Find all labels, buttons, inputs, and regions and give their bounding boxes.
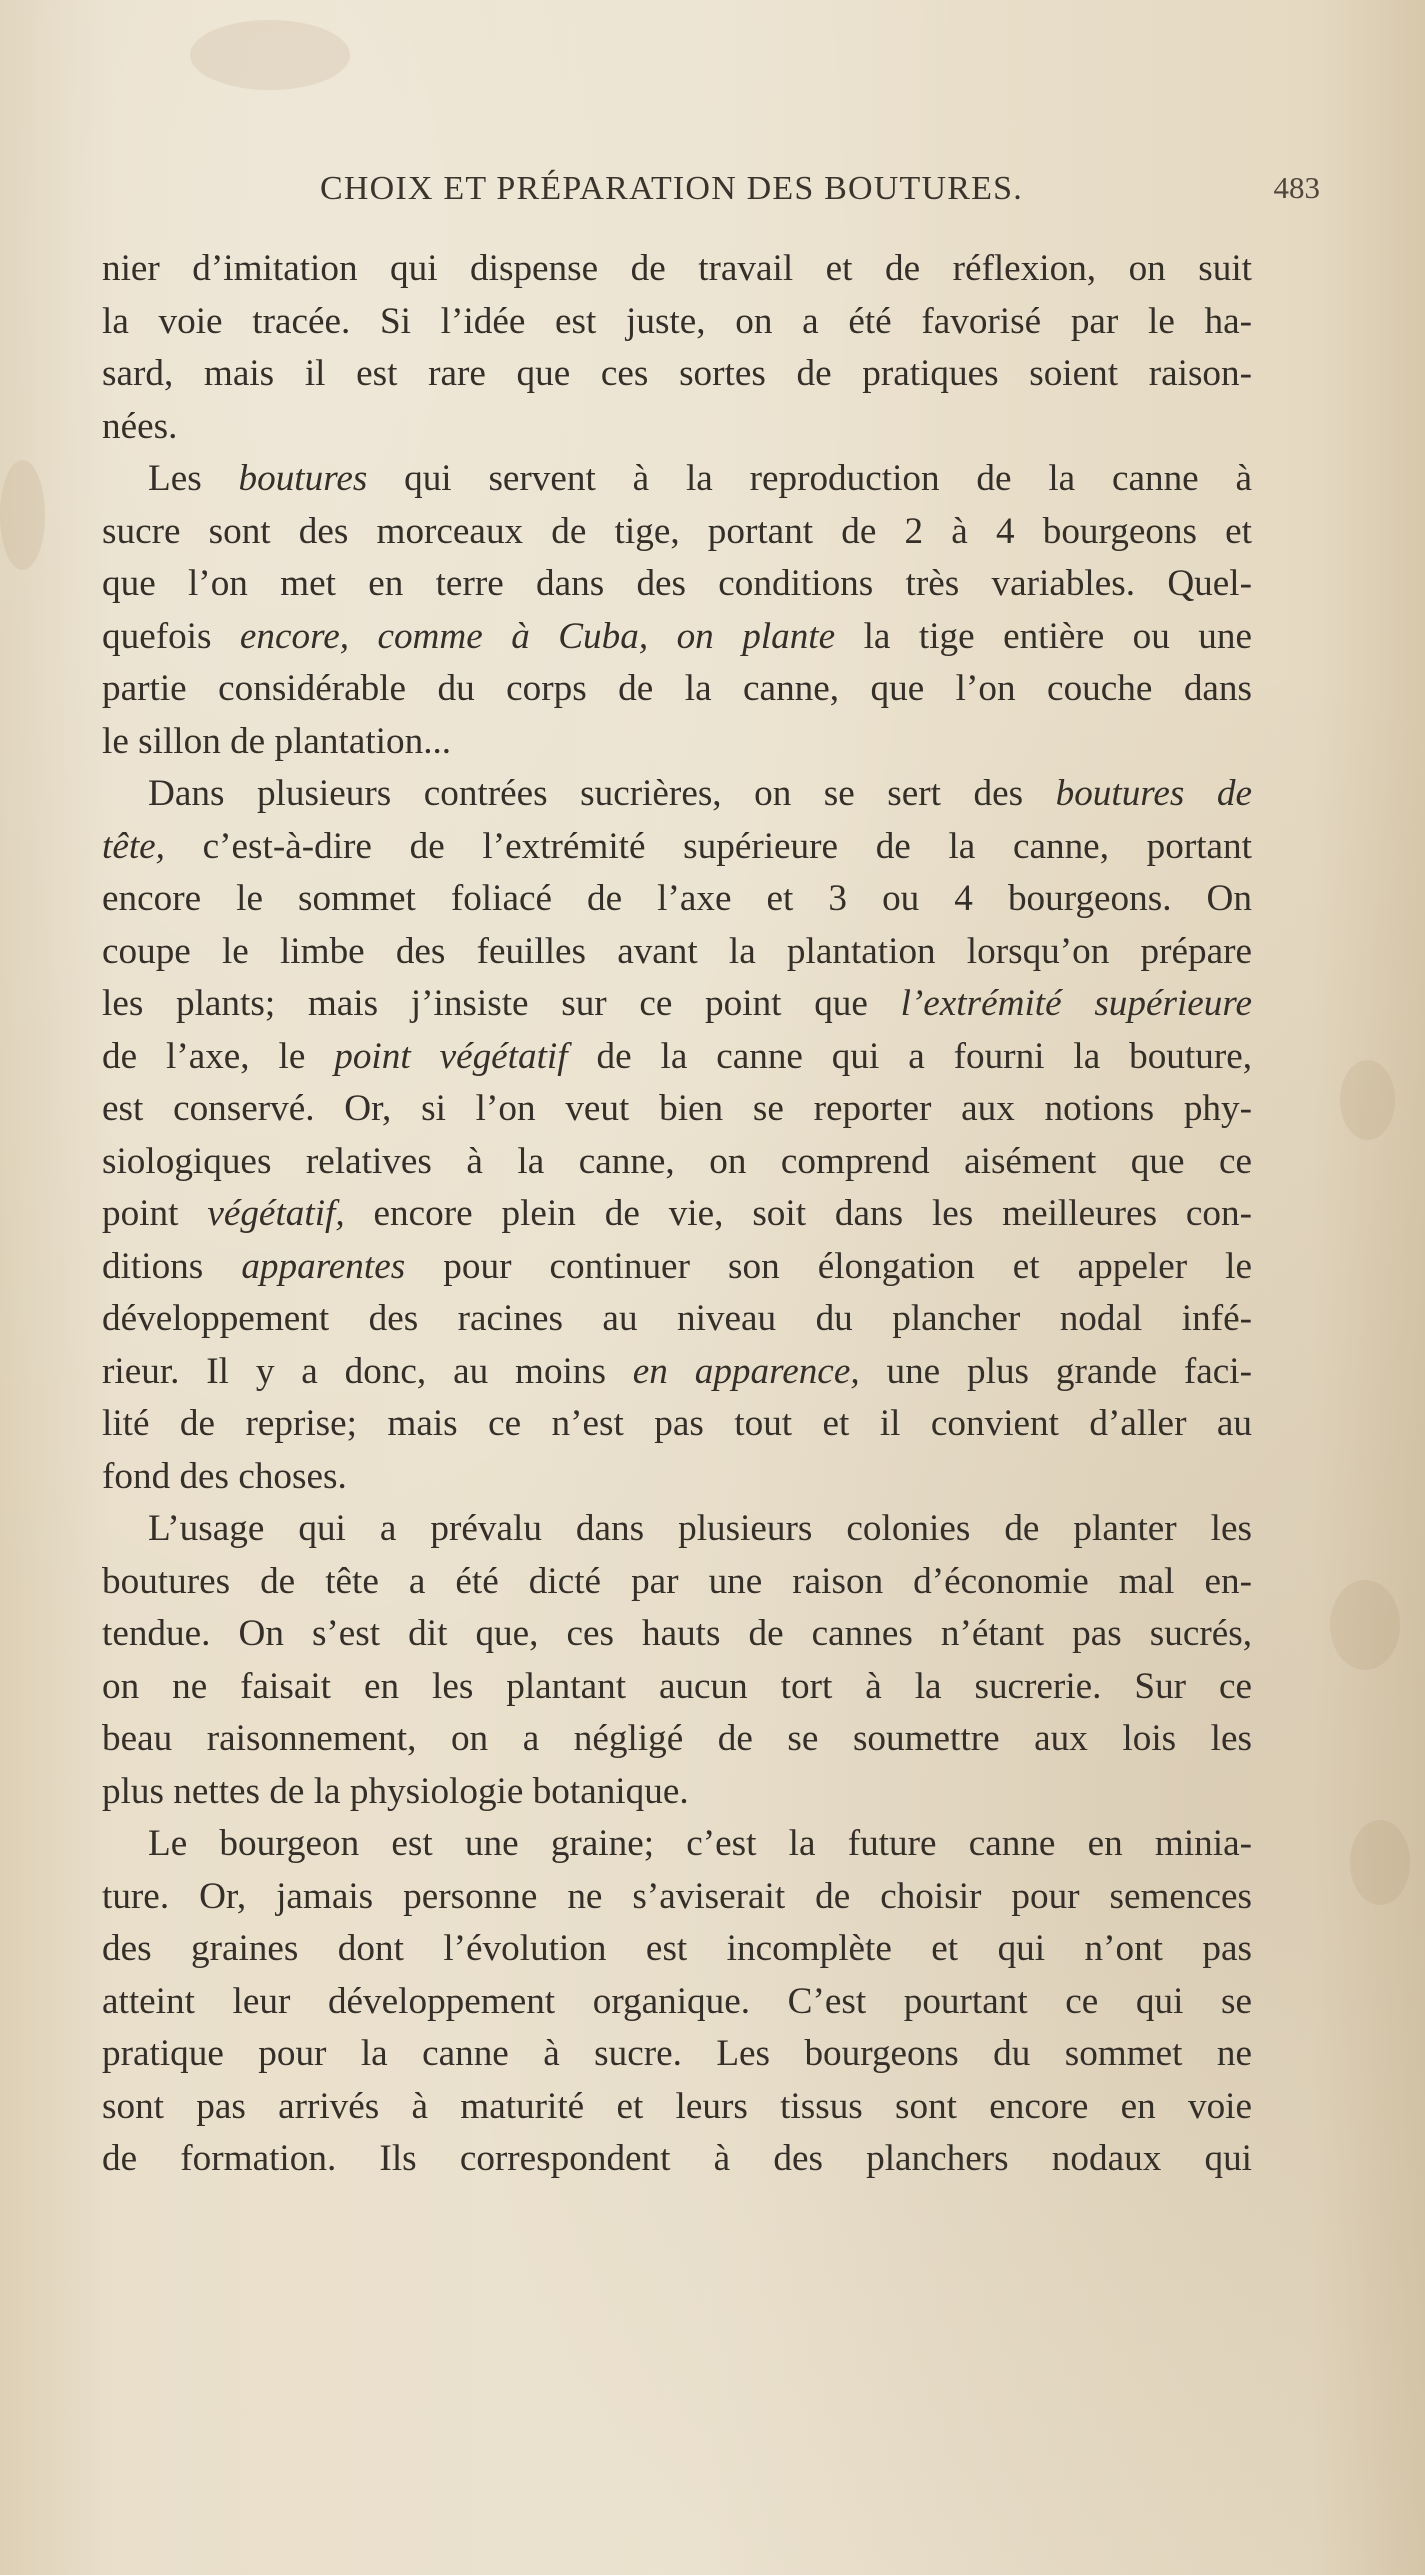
- text-line: [102, 453, 1252, 506]
- text-line: [102, 768, 1252, 821]
- text-line: [102, 1398, 1252, 1451]
- text-segment: atteint leur développement organique. C’est pourtant ce qui se: [102, 1980, 1252, 2022]
- text-segment: la voie tracée. Si l’idée est juste, on a été favorisé par le ha-: [102, 300, 1252, 342]
- text-line: [102, 2133, 1252, 2186]
- text-line: [102, 401, 1252, 454]
- text-line: [102, 558, 1252, 611]
- text-line: [102, 926, 1252, 979]
- text-line: [102, 1241, 1252, 1294]
- text-segment: quefois: [102, 615, 240, 657]
- running-header-title: CHOIX ET PRÉPARATION DES BOUTURES.: [320, 170, 1023, 207]
- text-segment: qui servent à la reproduction de la canne à: [367, 458, 1252, 499]
- text-line: [102, 1661, 1252, 1714]
- italic-text: encore, comme à Cuba, on plante: [239, 615, 836, 657]
- paper-stain: [1340, 1060, 1395, 1140]
- text-segment: est conservé. Or, si l’on veut bien se reporter aux notions phy-: [102, 1088, 1252, 1129]
- text-segment: sucre sont des morceaux de tige, portant de 2 à 4 bourgeons et: [102, 510, 1252, 552]
- text-line: [102, 978, 1252, 1031]
- text-segment: fond des choses.: [102, 1455, 347, 1497]
- text-line: [102, 1503, 1252, 1556]
- italic-text: apparentes: [241, 1245, 406, 1287]
- text-segment: Dans plusieurs contrées sucrières, on se sert des: [148, 773, 1056, 814]
- body-text: [102, 243, 1252, 2186]
- text-segment: L’usage qui a prévalu dans plusieurs colonies de planter les: [148, 1508, 1252, 1549]
- text-segment: beau raisonnement, on a négligé de se soumettre aux lois les: [102, 1718, 1252, 1759]
- text-line: [102, 1136, 1252, 1189]
- italic-text: l’extrémité supérieure: [900, 983, 1252, 1024]
- text-segment: boutures de tête a été dicté par une raison d’économie mal en-: [102, 1560, 1252, 1602]
- italic-text: en apparence,: [632, 1350, 860, 1392]
- text-line: [102, 348, 1252, 401]
- text-segment: une plus grande faci-: [859, 1350, 1252, 1392]
- italic-text: végétatif,: [207, 1193, 345, 1234]
- text-line: [102, 1188, 1252, 1241]
- text-segment: pratique pour la canne à sucre. Les bourgeons du sommet ne: [102, 2033, 1252, 2074]
- text-line: [102, 506, 1252, 559]
- text-segment: nier d’imitation qui dispense de travail et de réflexion, on suit: [102, 248, 1252, 289]
- text-line: [102, 296, 1252, 349]
- text-segment: coupe le limbe des feuilles avant la plantation lorsqu’on prépare: [102, 930, 1252, 972]
- text-line: [102, 2081, 1252, 2134]
- text-segment: sont pas arrivés à maturité et leurs tissus sont encore en voie: [102, 2085, 1252, 2127]
- text-line: [102, 1766, 1252, 1819]
- text-segment: pour continuer son élongation et appeler le: [405, 1245, 1252, 1287]
- text-segment: Le bourgeon est une graine; c’est la future canne en minia-: [148, 1823, 1252, 1864]
- paper-stain: [190, 20, 350, 90]
- page-number: 483: [1273, 170, 1320, 205]
- text-segment: le sillon de plantation...: [102, 720, 452, 762]
- text-line: [102, 1871, 1252, 1924]
- text-segment: ditions: [102, 1245, 242, 1287]
- text-line: [102, 1976, 1252, 2029]
- text-segment: on ne faisait en les plantant aucun tort à la sucrerie. Sur ce: [102, 1665, 1252, 1707]
- text-segment: de l’axe, le: [102, 1035, 335, 1077]
- text-line: [102, 611, 1252, 664]
- text-line: [102, 1923, 1252, 1976]
- paper-stain: [1350, 1820, 1410, 1905]
- paper-stain: [1330, 1580, 1400, 1670]
- text-line: [102, 1556, 1252, 1609]
- text-segment: c’est-à-dire de l’extrémité supérieure de la canne, portant: [164, 825, 1252, 867]
- text-line: [102, 1451, 1252, 1504]
- text-line: [102, 1031, 1252, 1084]
- italic-text: point végétatif: [334, 1035, 568, 1077]
- text-line: [102, 716, 1252, 769]
- text-segment: point: [102, 1193, 208, 1234]
- text-segment: encore le sommet foliacé de l’axe et 3 ou 4 bourgeons. On: [102, 878, 1252, 919]
- text-segment: ture. Or, jamais personne ne s’aviserait de choisir pour semences: [102, 1875, 1252, 1917]
- text-segment: nées.: [102, 405, 178, 447]
- text-segment: des graines dont l’évolution est incomplète et qui n’ont pas: [102, 1928, 1252, 1969]
- italic-text: tête,: [102, 825, 165, 867]
- italic-text: boutures: [238, 458, 368, 499]
- text-segment: rieur. Il y a donc, au moins: [102, 1350, 633, 1392]
- text-segment: tendue. On s’est dit que, ces hauts de cannes n’étant pas sucrés,: [102, 1613, 1252, 1654]
- text-line: [102, 2028, 1252, 2081]
- text-segment: Les: [148, 458, 239, 499]
- text-line: [102, 1713, 1252, 1766]
- text-line: [102, 1608, 1252, 1661]
- running-header: [320, 170, 1320, 214]
- text-line: [102, 1818, 1252, 1871]
- text-segment: encore plein de vie, soit dans les meilleures con-: [344, 1193, 1252, 1234]
- text-segment: développement des racines au niveau du plancher nodal infé-: [102, 1298, 1252, 1339]
- text-line: [102, 663, 1252, 716]
- text-line: [102, 243, 1252, 296]
- italic-text: boutures de: [1055, 773, 1252, 814]
- text-segment: sard, mais il est rare que ces sortes de pratiques soient raison-: [102, 353, 1252, 394]
- text-segment: partie considérable du corps de la canne, que l’on couche dans: [102, 668, 1252, 709]
- text-segment: lité de reprise; mais ce n’est pas tout et il convient d’aller au: [102, 1403, 1252, 1444]
- text-segment: de la canne qui a fourni la bouture,: [567, 1035, 1252, 1077]
- text-line: [102, 821, 1252, 874]
- paper-stain: [0, 460, 45, 570]
- text-line: [102, 873, 1252, 926]
- text-line: [102, 1293, 1252, 1346]
- text-segment: plus nettes de la physiologie botanique.: [102, 1770, 689, 1812]
- text-line: [102, 1083, 1252, 1136]
- text-segment: siologiques relatives à la canne, on comprend aisément que ce: [102, 1140, 1252, 1182]
- text-segment: la tige entière ou une: [835, 615, 1252, 657]
- text-segment: les plants; mais j’insiste sur ce point que: [102, 983, 901, 1024]
- text-segment: de formation. Ils correspondent à des planchers nodaux qui: [102, 2138, 1252, 2179]
- text-segment: que l’on met en terre dans des conditions très variables. Quel-: [102, 563, 1252, 604]
- text-line: [102, 1346, 1252, 1399]
